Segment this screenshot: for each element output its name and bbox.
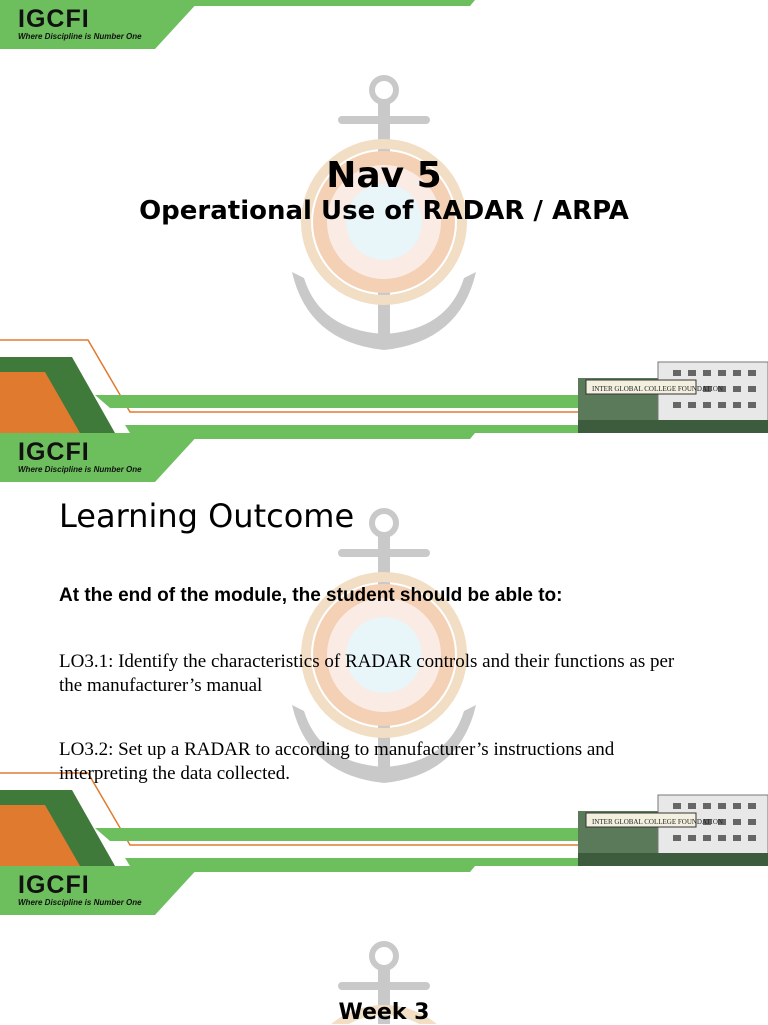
logo-text: IGCFI — [18, 871, 90, 899]
building-sign-text: INTER GLOBAL COLLEGE FOUNDATION — [592, 385, 723, 393]
learning-outcome-lead: At the end of the module, the student should be able to: — [59, 585, 563, 606]
logo-tagline: Where Discipline is Number One — [18, 465, 142, 474]
learning-outcome-item: LO3.2: Set up a RADAR to according to manufacturer’s instructions and interpreting the data collected. — [59, 739, 615, 784]
learning-outcome-heading: Learning Outcome — [59, 497, 355, 535]
campus-building-photo-icon — [578, 350, 768, 433]
logo-tagline: Where Discipline is Number One — [18, 898, 142, 907]
igcfi-logo — [18, 439, 142, 474]
logo-text: IGCFI — [18, 438, 90, 466]
campus-building-photo-icon — [578, 783, 768, 866]
igcfi-logo — [18, 6, 142, 41]
logo-tagline: Where Discipline is Number One — [18, 32, 142, 41]
slide-title-text: Nav 5 — [326, 155, 442, 196]
slide-title — [0, 0, 768, 433]
building-sign-text: INTER GLOBAL COLLEGE FOUNDATION — [592, 818, 723, 826]
week-title: Week 3 — [338, 1000, 430, 1025]
igcfi-logo — [18, 872, 142, 907]
learning-outcome-item: LO3.1: Identify the characteristics of RADAR controls and their functions as per the manufacturer’s manual — [59, 651, 675, 696]
logo-text: IGCFI — [18, 5, 90, 33]
slide-subtitle-text: Operational Use of RADAR / ARPA — [139, 196, 629, 226]
